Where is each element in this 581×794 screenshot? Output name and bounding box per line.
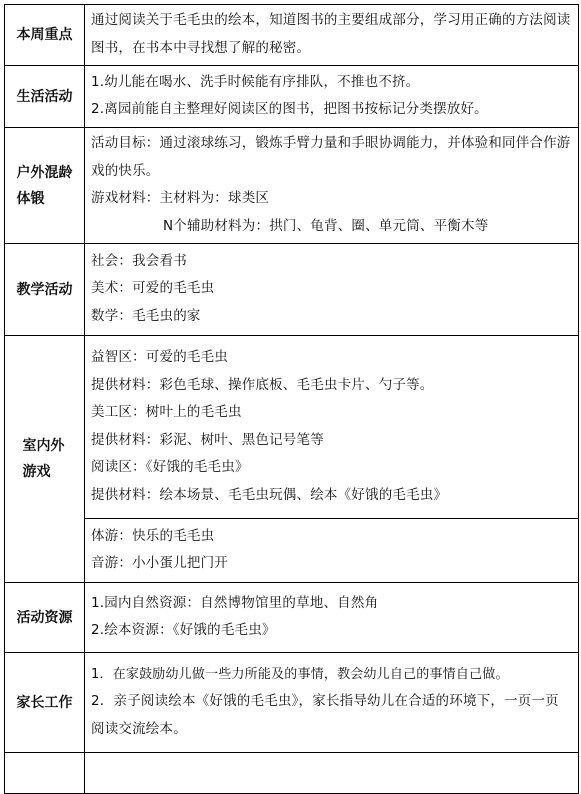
content-games-indoor: [85, 336, 579, 519]
content-empty: [85, 753, 579, 794]
parents-item: 2．亲子阅读绘本《好饿的毛毛虫》，家长指导幼儿在合适的环境下，一页一页阅读交流绘本。: [91, 693, 559, 737]
content-games-outdoor: [85, 519, 579, 583]
label-resources: 活动资源: [5, 583, 85, 653]
games-indoor-item: 提供材料：绘本场景、毛毛虫玩偶、绘本《好饿的毛毛虫》: [91, 486, 448, 503]
parents-item: 1．在家鼓励幼儿做一些力所能及的事情，教会幼儿自己的事情自己做。: [91, 666, 509, 682]
games-indoor-item: 阅读区：《好饿的毛毛虫》: [91, 459, 249, 475]
teaching-item: 社会：我会看书: [91, 252, 187, 269]
row-games: [5, 336, 579, 519]
content-outdoor: [85, 128, 579, 244]
row-games-outdoor: [5, 519, 579, 583]
content-life: [85, 66, 579, 128]
label-teaching: 教学活动: [5, 244, 85, 336]
label-life: 生活活动: [5, 66, 85, 128]
row-teaching: [5, 244, 579, 336]
label-outdoor-text: 户外混龄体锻: [16, 164, 73, 207]
teaching-item: 数学：毛毛虫的家: [91, 307, 201, 324]
content-parents: [85, 653, 579, 753]
outdoor-material-main: 游戏材料：主材料为：球类区: [91, 190, 270, 206]
outdoor-material-aux: N个辅助材料为：拱门、龟背、圈、单元筒、平衡木等: [163, 217, 489, 234]
label-focus: 本周重点: [5, 5, 85, 66]
games-indoor-item: 提供材料：彩泥、树叶、黑色记号笔等: [91, 431, 324, 448]
row-empty: [5, 753, 579, 794]
resources-item: 2.绘本资源：《好饿的毛毛虫》: [91, 622, 276, 638]
life-item: 2.离园前能自主整理好阅读区的图书，把图书按标记分类摆放好。: [91, 101, 488, 117]
games-indoor-item: 益智区：可爱的毛毛虫: [91, 349, 228, 365]
content-resources: [85, 583, 579, 653]
row-focus: [5, 5, 579, 66]
label-games-text: 室内外游戏: [22, 438, 65, 480]
weekly-plan-table: [4, 4, 579, 794]
resources-item: 1.园内自然资源：自然博物馆里的草地、自然角: [91, 594, 379, 611]
label-parents: 家长工作: [5, 653, 85, 753]
games-indoor-item: 美工区：树叶上的毛毛虫: [91, 404, 242, 420]
row-parents: [5, 653, 579, 753]
focus-text: 通过阅读关于毛毛虫的绘本，知道图书的主要组成部分，学习用正确的方法阅读图书，在书本中寻找想了解的秘密。: [91, 12, 571, 56]
outdoor-goal: 活动目标：通过滚球练习，锻炼手臂力量和手眼协调能力，并体验和同伴合作游戏的快乐。: [91, 135, 571, 179]
label-games: [5, 336, 85, 583]
content-focus: [85, 5, 579, 66]
label-empty: [5, 753, 85, 794]
content-teaching: [85, 244, 579, 336]
row-life: [5, 66, 579, 128]
teaching-item: 美术：可爱的毛毛虫: [91, 280, 215, 297]
row-resources: [5, 583, 579, 653]
life-item: 1.幼儿能在喝水、洗手时候能有序排队，不推也不挤。: [91, 73, 420, 90]
games-indoor-item: 提供材料：彩色毛球、操作底板、毛毛虫卡片、勺子等。: [91, 376, 434, 393]
row-outdoor: [5, 128, 579, 244]
label-outdoor: [5, 128, 85, 244]
games-outdoor-item: 音游：小小蛋儿把门开: [91, 555, 228, 571]
games-outdoor-item: 体游：快乐的毛毛虫: [91, 527, 215, 544]
